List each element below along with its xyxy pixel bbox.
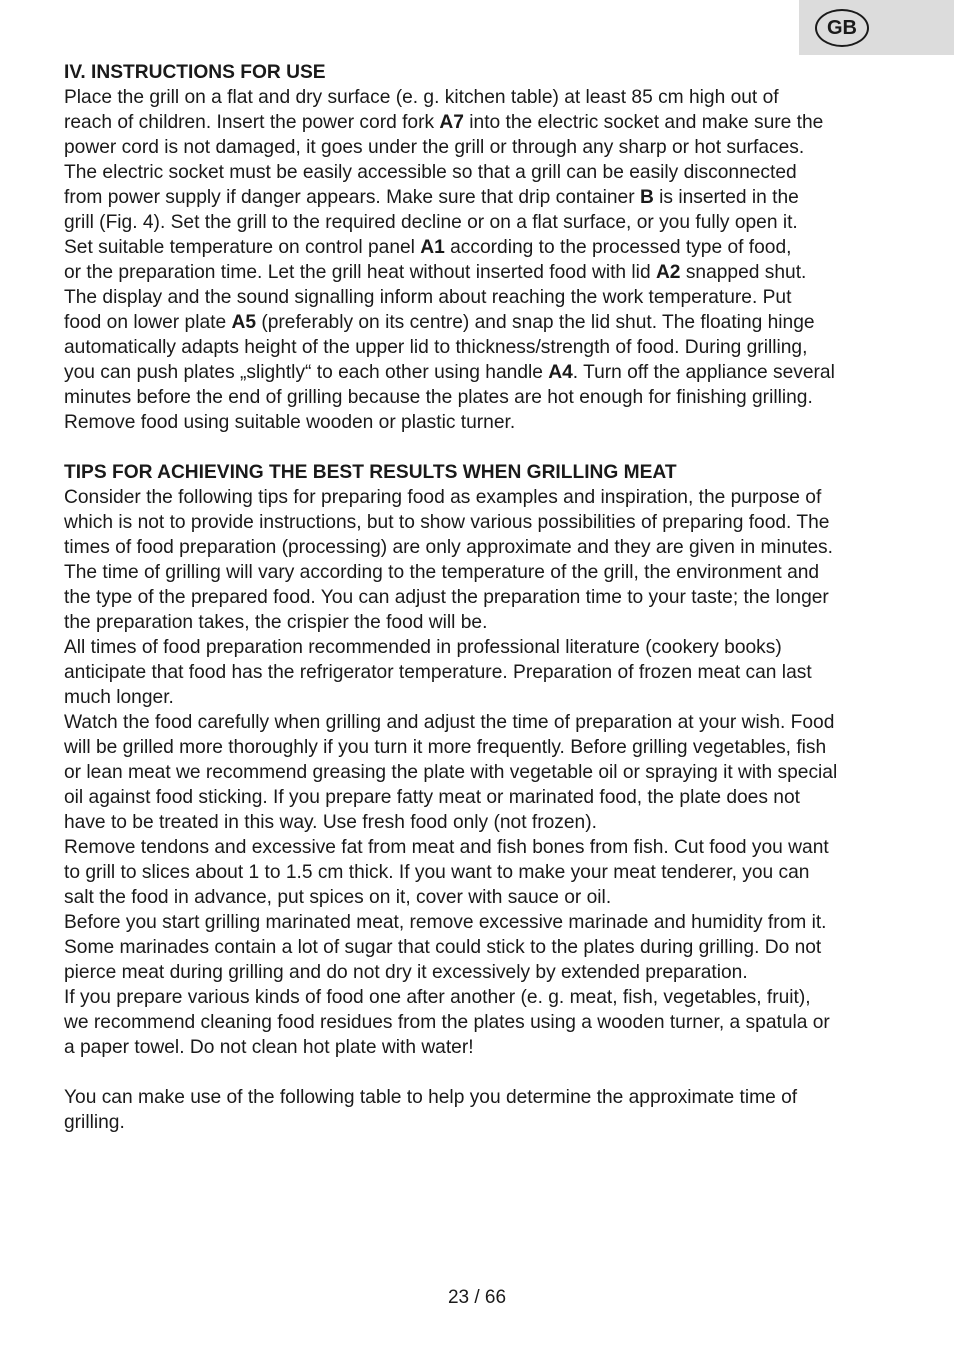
part-ref-a4: A4 <box>548 362 573 383</box>
text-line: much longer. <box>64 687 174 708</box>
text-line: You can make use of the following table to help you determine the approximate time of <box>64 1087 798 1108</box>
text-line: or the preparation time. Let the grill heat without inserted food with lid A2 snapped shut. <box>64 262 807 283</box>
text-line: Place the grill on a flat and dry surface (e. g. kitchen table) at least 85 cm high out of <box>64 87 779 108</box>
part-ref-a5: A5 <box>231 312 257 333</box>
text-line: oil against food sticking. If you prepare fatty meat or marinated food, the plate does not <box>64 787 800 808</box>
text-line: will be grilled more thoroughly if you turn it more frequently. Before grilling vegetables, fish <box>64 737 827 758</box>
text-line: The display and the sound signalling inform about reaching the work temperature. Put <box>64 287 792 308</box>
text-line: food on lower plate A5 (preferably on its centre) and snap the lid shut. The floating hinge <box>64 312 815 333</box>
text-line: the preparation takes, the crispier the food will be. <box>64 612 488 633</box>
text-line: pierce meat during grilling and do not dry it excessively by extended preparation. <box>64 962 748 983</box>
text-line: which is not to provide instructions, but to show various possibilities of preparing food. The <box>64 512 830 533</box>
text-line: Set suitable temperature on control panel A1 according to the processed type of food, <box>64 237 792 258</box>
text-line: grilling. <box>64 1112 125 1133</box>
language-tab <box>799 0 954 55</box>
text-line: reach of children. Insert the power cord fork A7 into the electric socket and make sure the <box>64 112 824 133</box>
text-line: to grill to slices about 1 to 1.5 cm thick. If you want to make your meat tenderer, you can <box>64 862 810 883</box>
part-ref-b: B <box>639 187 654 208</box>
text-line: Consider the following tips for preparing food as examples and inspiration, the purpose of <box>64 487 822 508</box>
page-number: 23 / 66 <box>447 1287 507 1308</box>
table-intro-section <box>64 1085 894 1135</box>
text-line: The time of grilling will vary according to the temperature of the grill, the environment and <box>64 562 820 583</box>
text-line: power cord is not damaged, it goes under the grill or through any sharp or hot surfaces. <box>64 137 805 158</box>
section-heading-instructions: IV. INSTRUCTIONS FOR USE <box>64 62 326 83</box>
text-line: we recommend cleaning food residues from the plates using a wooden turner, a spatula or <box>64 1012 830 1033</box>
text-line: grill (Fig. 4). Set the grill to the required decline or on a flat surface, or you fully open it. <box>64 212 798 233</box>
tips-section <box>64 460 894 1060</box>
text-line: Some marinades contain a lot of sugar that could stick to the plates during grilling. Do not <box>64 937 822 958</box>
page-content <box>64 60 894 1135</box>
text-line: salt the food in advance, put spices on it, cover with sauce or oil. <box>64 887 612 908</box>
text-line: have to be treated in this way. Use fresh food only (not frozen). <box>64 812 597 833</box>
instructions-section <box>64 60 894 435</box>
part-ref-a1: A1 <box>420 237 445 258</box>
text-line: Before you start grilling marinated meat, remove excessive marinade and humidity from it. <box>64 912 827 933</box>
text-line: minutes before the end of grilling because the plates are hot enough for finishing grilling. <box>64 387 813 408</box>
text-line: All times of food preparation recommended in professional literature (cookery books) <box>64 637 782 658</box>
text-line: anticipate that food has the refrigerator temperature. Preparation of frozen meat can last <box>64 662 812 683</box>
text-line: from power supply if danger appears. Make sure that drip container B is inserted in the <box>64 187 799 208</box>
language-badge: GB <box>815 9 869 47</box>
text-line: Watch the food carefully when grilling and adjust the time of preparation at your wish. Food <box>64 712 835 733</box>
part-ref-a7: A7 <box>439 112 464 133</box>
text-line: Remove tendons and excessive fat from meat and fish bones from fish. Cut food you want <box>64 837 829 858</box>
text-line: times of food preparation (processing) are only approximate and they are given in minutes. <box>64 537 833 558</box>
text-line: a paper towel. Do not clean hot plate with water! <box>64 1037 474 1058</box>
part-ref-a2: A2 <box>655 262 681 283</box>
section-heading-tips: TIPS FOR ACHIEVING THE BEST RESULTS WHEN GRILLING MEAT <box>64 462 677 483</box>
text-line: or lean meat we recommend greasing the plate with vegetable oil or spraying it with special <box>64 762 838 783</box>
text-line: you can push plates „slightly“ to each other using handle A4. Turn off the appliance several <box>64 362 835 383</box>
text-line: Remove food using suitable wooden or plastic turner. <box>64 412 516 433</box>
text-line: The electric socket must be easily accessible so that a grill can be easily disconnected <box>64 162 797 183</box>
text-line: If you prepare various kinds of food one after another (e. g. meat, fish, vegetables, fruit), <box>64 987 811 1008</box>
text-line: automatically adapts height of the upper lid to thickness/strength of food. During grilling, <box>64 337 808 358</box>
text-line: the type of the prepared food. You can adjust the preparation time to your taste; the longer <box>64 587 829 608</box>
